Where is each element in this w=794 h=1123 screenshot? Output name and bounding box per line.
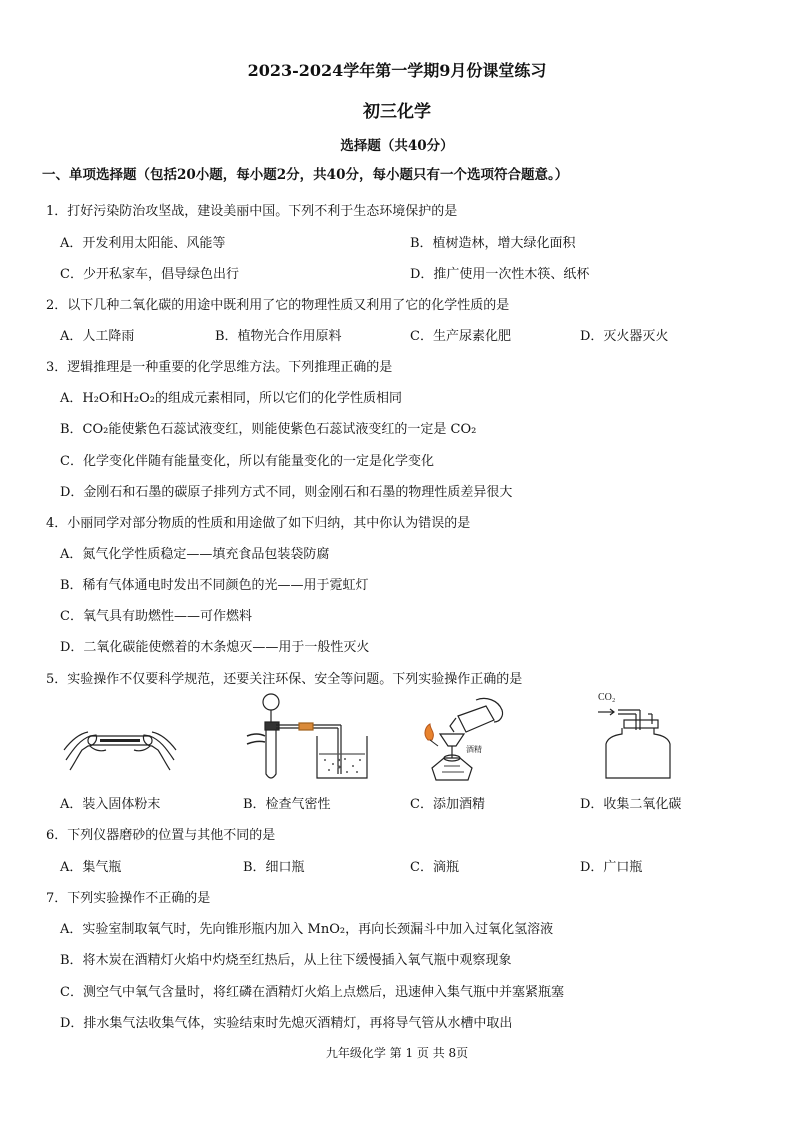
question-6-stem: 6．下列仪器磨砂的位置与其他不同的是 — [46, 828, 276, 843]
exam-subtitle: 初三化学 — [363, 102, 431, 122]
question-5-stem: 5．实验操作不仅要科学规范，还要关注环保、安全等问题。下列实验操作正确的是 — [46, 672, 523, 687]
question-2-option-c: C．生产尿素化肥 — [410, 329, 511, 344]
question-4-option-b: B．稀有气体通电时发出不同颜色的光——用于霓虹灯 — [60, 578, 369, 593]
question-4-option-d: D．二氧化碳能使燃着的木条熄灭——用于一般性灭火 — [60, 640, 370, 655]
exam-title: 2023-2024学年第一学期9月份课堂练习 — [247, 61, 547, 80]
question-3-stem: 3．逻辑推理是一种重要的化学思维方法。下列推理正确的是 — [46, 360, 393, 375]
question-5-option-d: D．收集二氧化碳 — [580, 797, 682, 812]
question-3-option-a: A．H₂O和H₂O₂的组成元素相同，所以它们的化学性质相同 — [60, 391, 403, 406]
figure-d-collect-co2 — [592, 688, 672, 784]
question-3-option-b: B．CO₂能使紫色石蕊试液变红，则能使紫色石蕊试液变红的一定是 CO₂ — [60, 422, 477, 437]
question-2-stem: 2．以下几种二氧化碳的用途中既利用了它的物理性质又利用了它的化学性质的是 — [46, 298, 510, 313]
question-6-option-b: B．细口瓶 — [243, 860, 305, 875]
figure-d-co2-label: CO₂ — [598, 692, 616, 703]
question-6-option-a: A．集气瓶 — [60, 860, 122, 875]
question-6-option-c: C．滴瓶 — [410, 860, 459, 875]
question-7-option-b: B．将木炭在酒精灯火焰中灼烧至红热后，从上往下缓慢插入氧气瓶中观察现象 — [60, 953, 512, 968]
question-5-option-a: A．装入固体粉末 — [60, 797, 161, 812]
figure-c-alcohol-label: 酒精 — [466, 745, 482, 754]
question-3-option-c: C．化学变化伴随有能量变化，所以有能量变化的一定是化学变化 — [60, 454, 434, 469]
figure-c-adding-alcohol — [416, 696, 526, 784]
figure-b-airtightness — [245, 692, 375, 784]
question-2-option-a: A．人工降雨 — [60, 329, 135, 344]
question-7-option-d: D．排水集气法收集气体，实验结束时先熄灭酒精灯，再将导气管从水槽中取出 — [60, 1016, 513, 1031]
question-1-option-b: B．植树造林，增大绿化面积 — [410, 236, 576, 251]
question-2-option-d: D．灭火器灭火 — [580, 329, 669, 344]
question-1-option-a: A．开发利用太阳能、风能等 — [60, 236, 226, 251]
question-4-stem: 4．小丽同学对部分物质的性质和用途做了如下归纳，其中你认为错误的是 — [46, 516, 471, 531]
figure-a-powder-loading — [60, 710, 180, 780]
question-5-option-b: B．检查气密性 — [243, 797, 331, 812]
question-4-option-a: A．氮气化学性质稳定——填充食品包装袋防腐 — [60, 547, 330, 562]
question-3-option-d: D．金刚石和石墨的碳原子排列方式不同，则金刚石和石墨的物理性质差异很大 — [60, 485, 513, 500]
question-1-option-d: D．推广使用一次性木筷、纸杯 — [410, 267, 590, 282]
question-2-option-b: B．植物光合作用原料 — [215, 329, 342, 344]
section-heading: 选择题（共40分） — [340, 138, 454, 154]
section-instructions: 一、单项选择题（包括20小题，每小题2分，共40分，每小题只有一个选项符合题意。） — [42, 167, 569, 183]
question-4-option-c: C．氧气具有助燃性——可作燃料 — [60, 609, 252, 624]
question-7-option-c: C．测空气中氧气含量时，将红磷在酒精灯火焰上点燃后，迅速伸入集气瓶中并塞紧瓶塞 — [60, 985, 564, 1000]
question-1-option-c: C．少开私家车，倡导绿色出行 — [60, 267, 239, 282]
question-6-option-d: D．广口瓶 — [580, 860, 643, 875]
question-7-stem: 7．下列实验操作不正确的是 — [46, 891, 211, 906]
question-1-stem: 1．打好污染防治攻坚战，建设美丽中国。下列不利于生态环境保护的是 — [46, 204, 458, 219]
question-7-option-a: A．实验室制取氧气时，先向锥形瓶内加入 MnO₂，再向长颈漏斗中加入过氧化氢溶液 — [60, 922, 554, 937]
page-footer: 九年级化学 第 1 页 共 8页 — [325, 1046, 469, 1060]
question-5-option-c: C．添加酒精 — [410, 797, 485, 812]
